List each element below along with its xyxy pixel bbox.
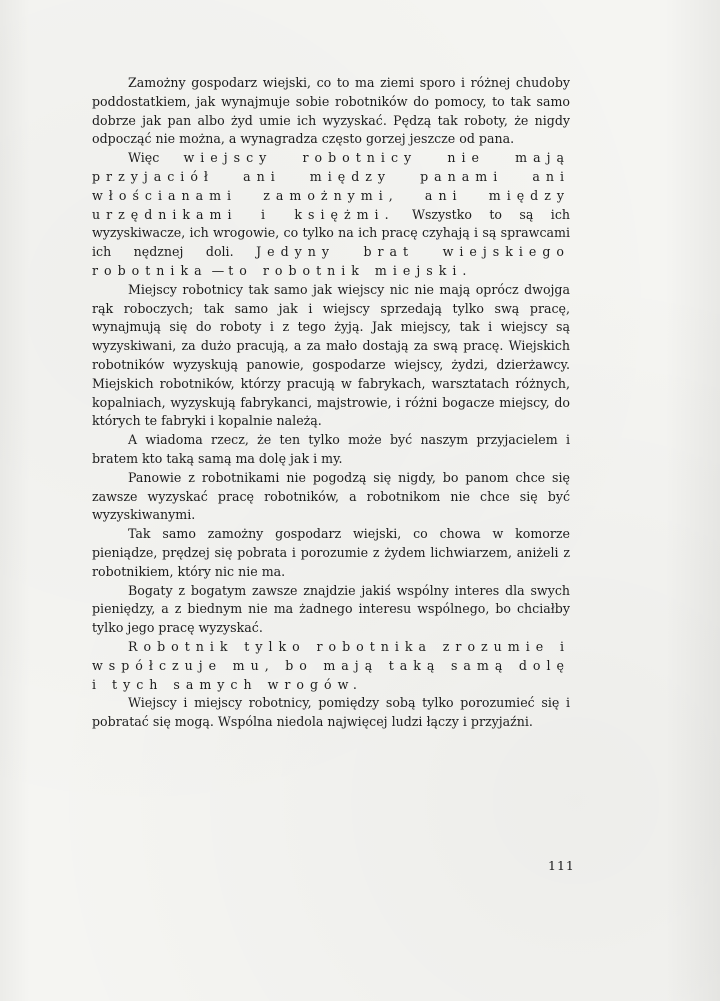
paragraph-6: Tak samo zamożny gospodarz wiejski, co chowa w komorze pieniądze, prędzej się pobrata i porozumie z żydem lichwiarzem, aniżeli z robotnikiem, który nic nie ma.	[92, 526, 570, 579]
em-dash: —	[207, 262, 229, 278]
spaced-emphasis-1: wiejscy robotnicy nie mają przyjaciół ani między panami ani włościanami zamożnymi, ani między urzędnikami i księżmi.	[92, 150, 571, 222]
paragraph-2-middle: Wszystko to są ich wyzyskiwacze, ich wrogowie, co tylko na ich pracę czyhają i są sprawcami ich nędznej doli.	[92, 206, 570, 260]
body-text	[92, 74, 570, 732]
paragraph-4: A wiadoma rzecz, że ten tylko może być naszym przyjacielem i bratem kto taką samą ma dolę jak i my.	[92, 432, 570, 466]
paragraph-9: Wiejscy i miejscy robotnicy, pomiędzy sobą tylko porozumieć się i pobratać się mogą. Wspólna niedola najwięcej ludzi łączy i przyjaźni.	[92, 695, 570, 730]
paragraph-3: Miejscy robotnicy tak samo jak wiejscy nic nie mają oprócz dwojga rąk roboczych; tak samo jak i wiejscy sprzedają tylko swą pracę, wynajmują się do roboty i z tego żyją. Jak miejscy, tak i wiejscy są wyzyskiwani, za dużo pracują, a za mało dostają za swą pracę. Wiejskich robotników wyzyskują panowie, gospodarze wiejscy, żydzi, dzierżawcy. Miejskich robotników, którzy pracują w fabrykach, warsztatach różnych, kopalniach, wyzyskują fabrykanci, majstrowie, i różni bogacze miejscy, do których te fabryki i kopalnie należą.	[92, 281, 570, 429]
page-shadow-right	[665, 0, 720, 1001]
paragraph-7: Bogaty z bogatym zawsze znajdzie jakiś wspólny interes dla swych pieniędzy, a z biednym nie ma żadnego interesu wspólnego, bo chciałby tylko jego pracę wyzyskać.	[92, 582, 570, 636]
page-number: 111	[548, 858, 575, 873]
paragraph-8-spaced: Robotnik tylko robotnika zrozumie i współczuje mu, bo mają taką samą dolę i tych samych wrogów.	[92, 638, 570, 692]
paragraph-5: Panowie z robotnikami nie pogodzą się nigdy, bo panom chce się zawsze wyzyskać pracę robotników, a robotnikom nie chce się być wyzyskiwanymi.	[92, 469, 570, 523]
spaced-emphasis-2: Jedyny brat wiejskiego robotnika	[92, 244, 570, 278]
paragraph-1: Zamożny gospodarz wiejski, co to ma ziemi sporo i różnej chudoby poddostatkiem, jak wynajmuje sobie robotników do pomocy, to tak samo dobrze jak pan albo żyd umie ich wyzyskać. Pędzą tak roboty, że nigdy odpocząć nie można, a wynagradza często gorzej jeszcze od pana.	[92, 75, 570, 147]
page-shadow-left	[0, 0, 30, 1001]
spaced-emphasis-3: to robotnik miejski.	[228, 262, 473, 278]
paragraph-2-lead: Więc	[128, 150, 184, 166]
paragraph-2	[92, 149, 570, 281]
